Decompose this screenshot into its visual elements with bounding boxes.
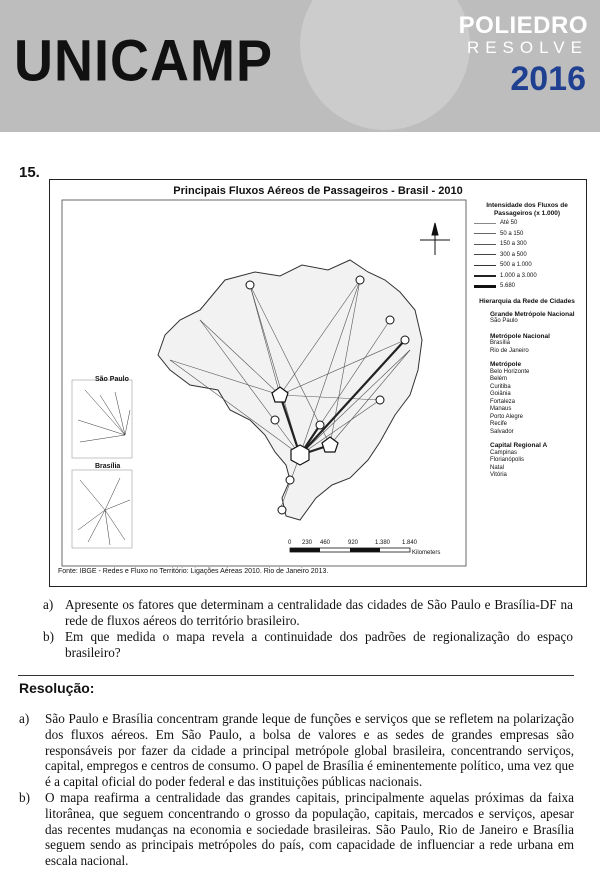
- legend-label: 150 a 300: [500, 241, 527, 248]
- answer-marker: a): [19, 711, 30, 726]
- hierarchy-city: Belo Horizonte: [490, 368, 530, 375]
- scale-tick: 0: [288, 540, 292, 546]
- hierarchy-city: Vitória: [490, 472, 507, 478]
- question-number: 15.: [19, 164, 40, 181]
- question-item: [43, 597, 573, 629]
- scale-tick: 1.840: [402, 540, 418, 546]
- legend-label: 50 a 150: [500, 230, 524, 237]
- hierarchy-city: Brasília: [490, 340, 511, 346]
- hierarchy-city: Campinas: [490, 449, 518, 456]
- inset-label-sao-paulo: São Paulo: [95, 376, 129, 383]
- scale-unit: Kilometers: [412, 550, 441, 556]
- exam-year: 2016: [510, 60, 586, 98]
- hierarchy-category: Metrópole: [490, 361, 522, 368]
- hierarchy-group: [470, 361, 584, 436]
- hierarchy-city: Florianópolis: [490, 457, 525, 463]
- hierarchy-group: [470, 442, 584, 480]
- answer-marker: b): [19, 790, 30, 805]
- hierarchy-group: [470, 333, 584, 356]
- header-banner: [0, 0, 600, 132]
- hierarchy-city: Recife: [490, 421, 508, 427]
- answer-text: O mapa reafirma a centralidade das grandes capitais, principalmente aquelas próximas da faixa litorânea, que seguem concentrando o grosso da população, capitais, mercados e serviços, apesar das recentes mudanças na economia e sociedade brasileiras. São Paulo, Rio de Janeiro e Brasília seguem sendo as principais metrópoles do país, com capacidade de influenciar a rede urbana em escala nacional.: [45, 790, 574, 869]
- hierarchy-city: Belém: [490, 376, 508, 382]
- legend-title: Intensidade dos Fluxos de Passageiros (x 1.000): [486, 202, 568, 217]
- legend-label: 300 a 500: [500, 251, 527, 258]
- hierarchy-title: Hierarquia da Rede de Cidades: [479, 297, 575, 305]
- legend-row: [470, 218, 584, 229]
- hierarchy-city: Fortaleza: [490, 398, 516, 405]
- scale-tick: 230: [302, 540, 313, 546]
- legend-label: 1.000 a 3.000: [500, 272, 537, 279]
- hierarchy-city: São Paulo: [490, 318, 518, 324]
- item-text: Em que medida o mapa revela a continuidade dos padrões de regionalização do espaço brasileiro?: [65, 629, 573, 660]
- answer-item: [19, 790, 574, 869]
- hierarchy-city: Natal: [490, 464, 505, 471]
- section-divider: [18, 675, 574, 676]
- hierarchy-category: Capital Regional A: [490, 442, 548, 449]
- answer-text: São Paulo e Brasília concentram grande leque de funções e serviços que se refletem na polarização dos fluxos aéreos. Em São Paulo, a bolsa de valores e as sedes de grandes empresas são responsáveis por fazer da cidade a principal metrópole global brasileira, concentrando serviços, capital, empregos e centros de consumo. O papel de Brasília é eminentemente político, uma vez que é a capital oficial do poder federal e das instituições públicas nacionais.: [45, 711, 574, 790]
- north-arrow-icon: [420, 223, 450, 255]
- hierarchy-category: Grande Metrópole Nacional: [490, 310, 575, 318]
- item-text: Apresente os fatores que determinam a centralidade das cidades de São Paulo e Brasília-DF na rede de fluxos aéreos do território brasileiro.: [65, 597, 573, 628]
- hierarchy-city: Curitiba: [490, 383, 511, 390]
- question-item: [43, 629, 573, 661]
- legend-label: 500 a 1.000: [500, 262, 532, 269]
- legend-label: Até 50: [500, 220, 518, 227]
- hierarchy-city: Porto Alegre: [490, 413, 524, 420]
- inset-label-brasilia: Brasília: [95, 463, 121, 470]
- hierarchy-city: Goiânia: [490, 391, 511, 397]
- map-figure: [49, 179, 587, 587]
- legend-row: [470, 250, 584, 261]
- legend-label: 5.680: [500, 283, 516, 290]
- sao-paulo-marker: [291, 445, 309, 465]
- legend-row: [470, 239, 584, 250]
- legend-row: [470, 271, 584, 282]
- hierarchy-city: Salvador: [490, 428, 514, 435]
- legend-row: [470, 229, 584, 240]
- publisher-logo: [459, 14, 588, 58]
- publisher-name: POLIEDRO: [458, 12, 588, 39]
- exam-brand: UNICAMP: [14, 28, 273, 94]
- figure-title: Principais Fluxos Aéreos de Passageiros - Brasil - 2010: [173, 185, 463, 197]
- scale-tick: 460: [320, 540, 331, 546]
- legend-row: [470, 281, 584, 292]
- map-legend: [470, 202, 584, 480]
- hierarchy-city: Rio de Janeiro: [490, 347, 529, 354]
- answer-item: [19, 711, 574, 790]
- scale-tick: 1.380: [375, 540, 391, 546]
- item-marker: b): [43, 629, 54, 644]
- hierarchy-city: Manaus: [490, 406, 512, 412]
- legend-row: [470, 260, 584, 271]
- item-marker: a): [43, 597, 54, 612]
- hierarchy-group: [470, 311, 584, 326]
- resolution-title: Resolução:: [19, 680, 95, 696]
- watermark-logo: [300, 0, 470, 130]
- scale-tick: 920: [348, 540, 359, 546]
- figure-source: Fonte: IBGE - Redes e Fluxo no Território: Ligações Aéreas 2010. Rio de Janeiro 2013.: [58, 568, 329, 575]
- hierarchy-category: Metrópole Nacional: [490, 332, 550, 340]
- publisher-tagline: RESOLVE: [466, 38, 588, 57]
